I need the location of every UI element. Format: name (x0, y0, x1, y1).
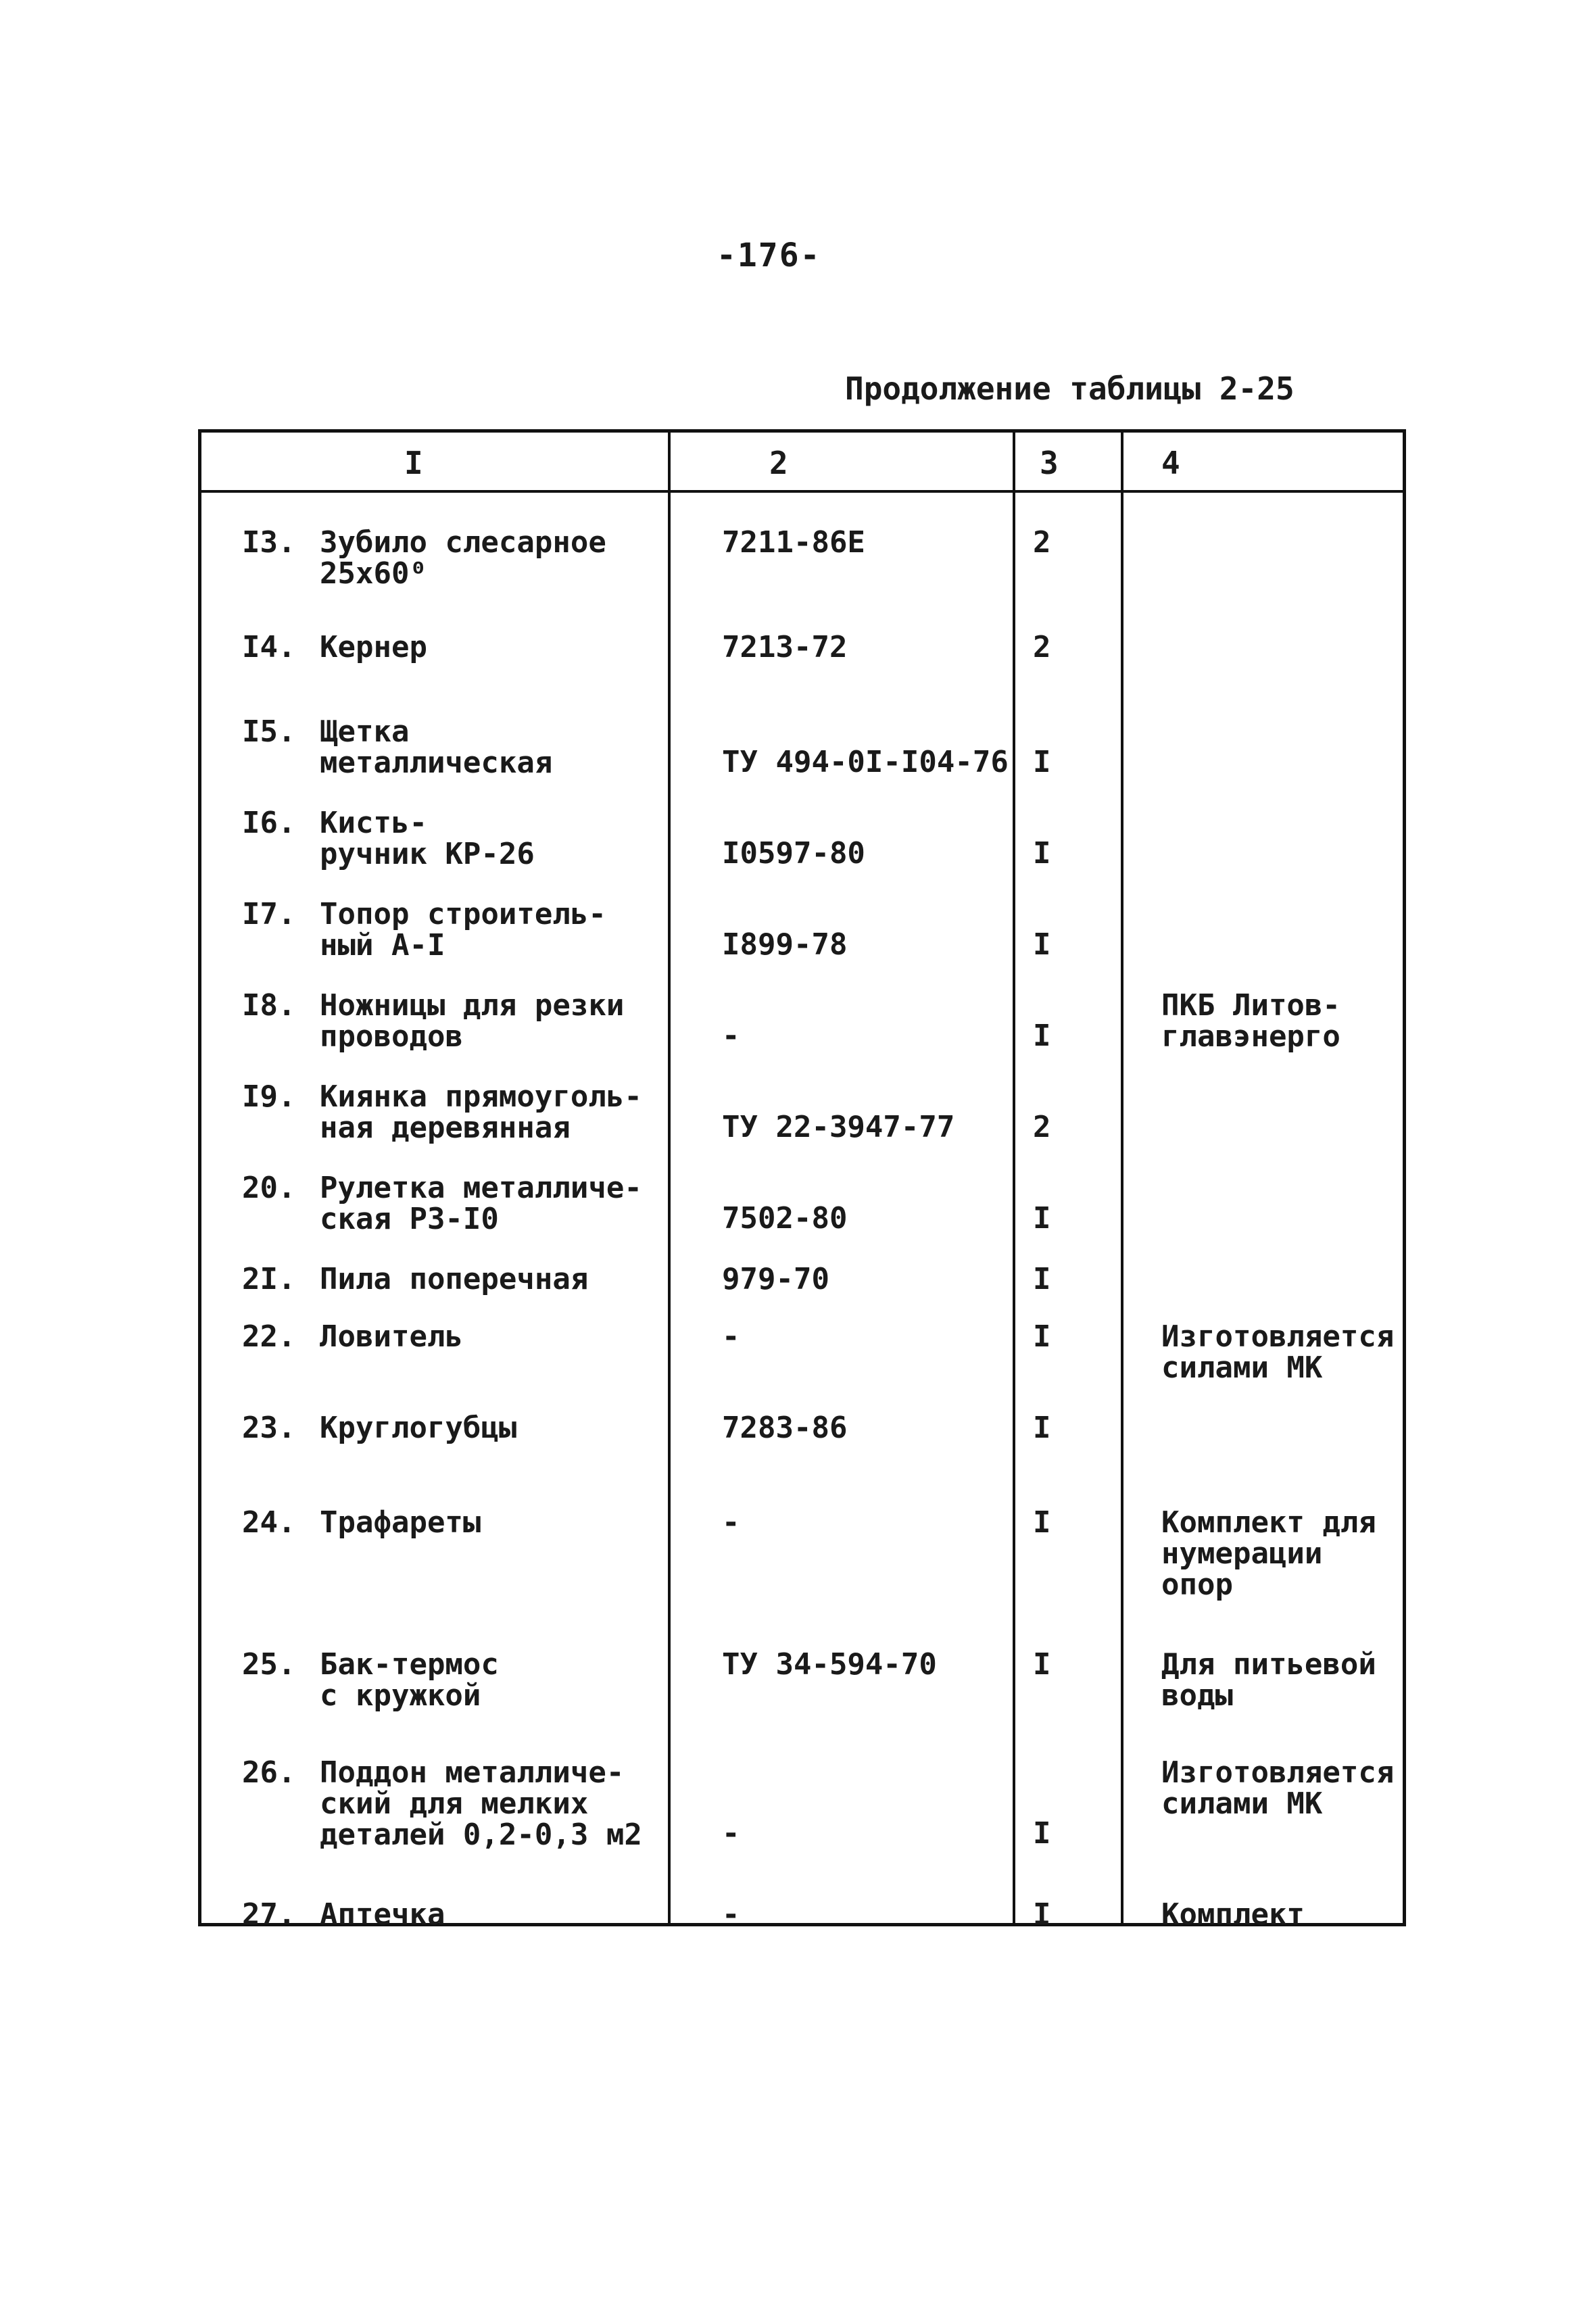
standard-designation: - (722, 1505, 740, 1540)
table-caption: Продолжение таблицы 2-25 (845, 370, 1295, 407)
item-note: Изготовляется силами МК (1161, 1319, 1395, 1385)
column-header-4: 4 (1161, 445, 1180, 481)
column-header-1: I (404, 445, 423, 481)
row-number: 25. (242, 1647, 296, 1682)
standard-designation: 7502-80 (722, 1201, 848, 1236)
item-quantity: I (1033, 1019, 1051, 1053)
row-number: I8. (242, 988, 296, 1023)
item-quantity: I (1033, 927, 1051, 962)
item-quantity: I (1033, 1505, 1051, 1540)
item-name: Бак-термос с кружкой (320, 1647, 499, 1713)
item-quantity: 2 (1033, 1110, 1051, 1144)
item-quantity: I (1033, 1647, 1051, 1682)
row-number: I9. (242, 1079, 296, 1114)
column-header-3: 3 (1040, 445, 1059, 481)
item-quantity: I (1033, 836, 1051, 871)
standard-designation: ТУ 34-594-70 (722, 1647, 937, 1682)
item-quantity: I (1033, 1816, 1051, 1851)
item-name: Кисть- ручник КР-26 (320, 806, 535, 871)
item-quantity: 2 (1033, 630, 1051, 664)
row-number: I7. (242, 897, 296, 931)
item-note: Комплект (1161, 1897, 1305, 1932)
item-quantity: I (1033, 745, 1051, 779)
item-note: Изготовляется силами МК (1161, 1755, 1395, 1821)
row-number: I6. (242, 806, 296, 840)
item-quantity: I (1033, 1411, 1051, 1445)
equipment-table (198, 429, 1406, 1932)
row-number: 27. (242, 1897, 296, 1932)
item-quantity: 2 (1033, 525, 1051, 560)
standard-designation: - (722, 1816, 740, 1851)
row-number: I5. (242, 714, 296, 749)
row-number: I3. (242, 525, 296, 560)
standard-designation: - (722, 1897, 740, 1932)
standard-designation: I0597-80 (722, 836, 865, 871)
row-number: 24. (242, 1505, 296, 1540)
row-number: 23. (242, 1411, 296, 1445)
row-number: 26. (242, 1755, 296, 1790)
standard-designation: I899-78 (722, 927, 848, 962)
header-divider (201, 490, 1403, 493)
item-name: Ловитель (320, 1319, 463, 1354)
standard-designation: - (722, 1319, 740, 1354)
standard-designation: ТУ 22-3947-77 (722, 1110, 955, 1144)
item-name: Киянка прямоуголь- ная деревянная (320, 1079, 642, 1145)
column-header-2: 2 (769, 445, 788, 481)
item-name: Щетка металлическая (320, 714, 553, 780)
standard-designation: 979-70 (722, 1262, 829, 1296)
standard-designation: - (722, 1019, 740, 1053)
item-name: Кернер (320, 630, 427, 664)
standard-designation: 7283-86 (722, 1411, 848, 1445)
item-name: Топор строитель- ный А-I (320, 897, 606, 962)
item-quantity: I (1033, 1262, 1051, 1296)
standard-designation: 7213-72 (722, 630, 848, 664)
standard-designation: ТУ 494-0I-I04-76 (722, 745, 1009, 779)
item-note: Для питьевой воды (1161, 1647, 1376, 1713)
item-name: Круглогубцы (320, 1411, 517, 1445)
item-quantity: I (1033, 1201, 1051, 1236)
item-name: Аптечка (320, 1897, 445, 1932)
item-name: Ножницы для резки проводов (320, 988, 625, 1054)
page-number: -176- (717, 237, 821, 274)
row-number: 2I. (242, 1262, 296, 1296)
item-quantity: I (1033, 1319, 1051, 1354)
row-number: 20. (242, 1171, 296, 1205)
item-note: ПКБ Литов- главэнерго (1161, 988, 1340, 1054)
item-name: Поддон металличе- ский для мелких деталей 0,2-0,3 м2 (320, 1755, 642, 1852)
item-name: Зубило слесарное 25x60⁰ (320, 525, 606, 591)
item-note: Комплект для нумерации опор (1161, 1505, 1376, 1602)
item-name: Трафареты (320, 1505, 481, 1540)
row-number: 22. (242, 1319, 296, 1354)
item-name: Пила поперечная (320, 1262, 589, 1296)
row-number: I4. (242, 630, 296, 664)
standard-designation: 7211-86Е (722, 525, 865, 560)
item-quantity: I (1033, 1897, 1051, 1932)
item-name: Рулетка металличе- ская РЗ-I0 (320, 1171, 642, 1236)
